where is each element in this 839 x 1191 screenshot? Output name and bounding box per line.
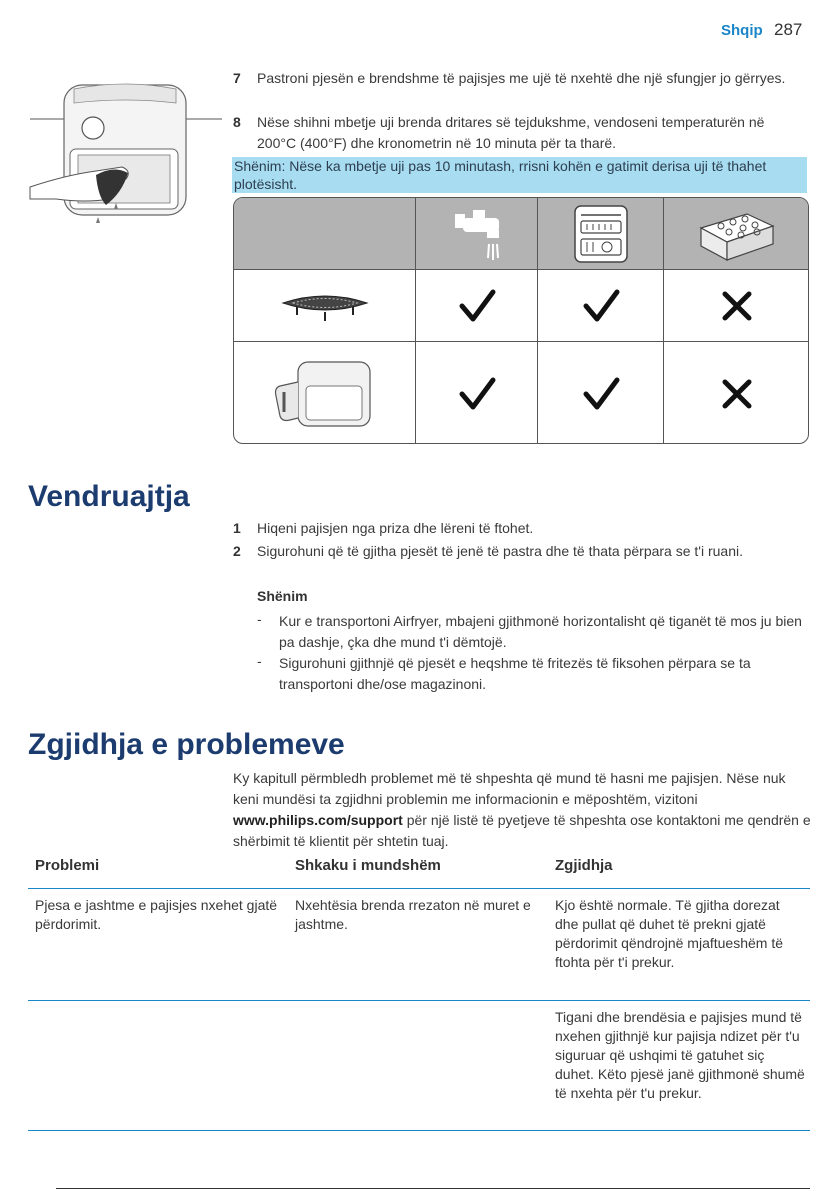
storage-note-title: Shënim [257, 588, 308, 604]
dishwasher-icon [571, 203, 631, 265]
table-cell-mark [538, 342, 664, 444]
table-cell-mark [664, 270, 809, 342]
column-header-problem: Problemi [35, 857, 100, 874]
column-header-solution: Zgjidhja [555, 857, 613, 874]
table-header-cell [538, 198, 664, 270]
table-cell-cause: Nxehtësia brenda rrezaton në muret e jashtme. [295, 897, 531, 932]
table-cell-solution: Kjo është normale. Të gjitha dorezat dhe pullat që duhet të prekni gjatë përdorimit qëndrojnë mjaftueshëm të ftohta për t'i prekur. [555, 897, 784, 970]
check-icon [581, 286, 621, 326]
table-rule [28, 1130, 810, 1131]
step-text: Sigurohuni që të gjitha pjesët të jenë të pastra dhe të thata përpara se t'i ruani. [257, 543, 743, 559]
cross-icon [719, 376, 755, 412]
table-cell-mark [538, 270, 664, 342]
cleaning-note: Shënim: Nëse ka mbetje uji pas 10 minutash, rrisni kohën e gatimit derisa uji të thahet plotësisht. [232, 157, 807, 193]
basket-icon [270, 354, 380, 434]
step-text: Hiqeni pajisjen nga priza dhe lëreni të ftohet. [257, 520, 534, 536]
intro-text: për një listë të pyetjeve të shpeshta ose kontaktoni me qendrën e shërbimit të klientit për shtetin tuaj. [233, 812, 811, 849]
table-header-blank [234, 198, 416, 270]
storage-step-2 [233, 541, 813, 583]
check-icon [457, 286, 497, 326]
intro-text: Ky kapitull përmbledh problemet më të shpeshta që mund të hasni me pajisjen. Nëse nuk keni mundësi ta zgjidhni problemin me informacionin e mëposhtëm, vizitoni [233, 770, 786, 807]
cleaning-illustration [26, 75, 226, 235]
table-cell-problem: Pjesa e jashtme e pajisjes nxehet gjatë përdorimit. [35, 897, 278, 932]
note-item-text: Kur e transportoni Airfryer, mbajeni gjithmonë horizontalisht që tiganët të mos ju bien pa dashje, çka dhe mund t'i dëmtojë. [279, 613, 802, 650]
step-number: 2 [233, 543, 241, 559]
table-cell-solution: Tigani dhe brendësia e pajisjes mund të nxehen gjithnjë kur pajisja ndizet për t'u siguruar që ushqimi të gatuhet siç duhet. Këto pjesë janë gjithmonë shumë të nxehta për t'u prekur. [555, 1009, 805, 1101]
cross-icon [719, 288, 755, 324]
table-row-item [234, 270, 416, 342]
header-language: Shqip [721, 22, 763, 39]
cleaning-step-8 [233, 112, 813, 154]
sponge-icon [695, 204, 779, 264]
step-text: Pastroni pjesën e brendshme të pajisjes me ujë të nxehtë dhe një sfungjer jo gërryes. [257, 70, 786, 86]
step-number: 8 [233, 114, 241, 130]
support-link[interactable]: www.philips.com/support [233, 812, 403, 828]
faucet-icon [447, 204, 507, 264]
table-row-item [234, 342, 416, 444]
column-header-cause: Shkaku i mundshëm [295, 857, 441, 874]
grill-tray-icon [275, 281, 375, 331]
table-header-cell [664, 198, 809, 270]
troubleshooting-heading: Zgjidhja e problemeve [28, 728, 345, 761]
page-number: 287 [774, 20, 803, 39]
step-number: 1 [233, 520, 241, 536]
table-cell-mark [416, 342, 538, 444]
troubleshooting-intro [233, 768, 811, 852]
check-icon [581, 374, 621, 414]
storage-step-1 [233, 518, 813, 540]
table-rule [28, 888, 810, 889]
check-icon [457, 374, 497, 414]
table-cell-mark [416, 270, 538, 342]
table-header-cell [416, 198, 538, 270]
cleaning-step-7 [233, 68, 813, 110]
storage-heading: Vendruajtja [28, 480, 190, 513]
table-cell-mark [664, 342, 809, 444]
note-item-text: Sigurohuni gjithnjë që pjesët e heqshme të fritezës të fiksohen përpara se ta transportoni dhe/ose magazinoni. [279, 655, 751, 692]
table-rule [28, 1000, 810, 1001]
step-number: 7 [233, 70, 241, 86]
cleaning-method-table [233, 197, 809, 444]
step-text: Nëse shihni mbetje uji brenda dritares së tejdukshme, vendoseni temperaturën në 200°C (400°F) dhe kronometrin në 10 minuta për ta tharë. [257, 114, 765, 151]
footer-rule [56, 1188, 810, 1189]
